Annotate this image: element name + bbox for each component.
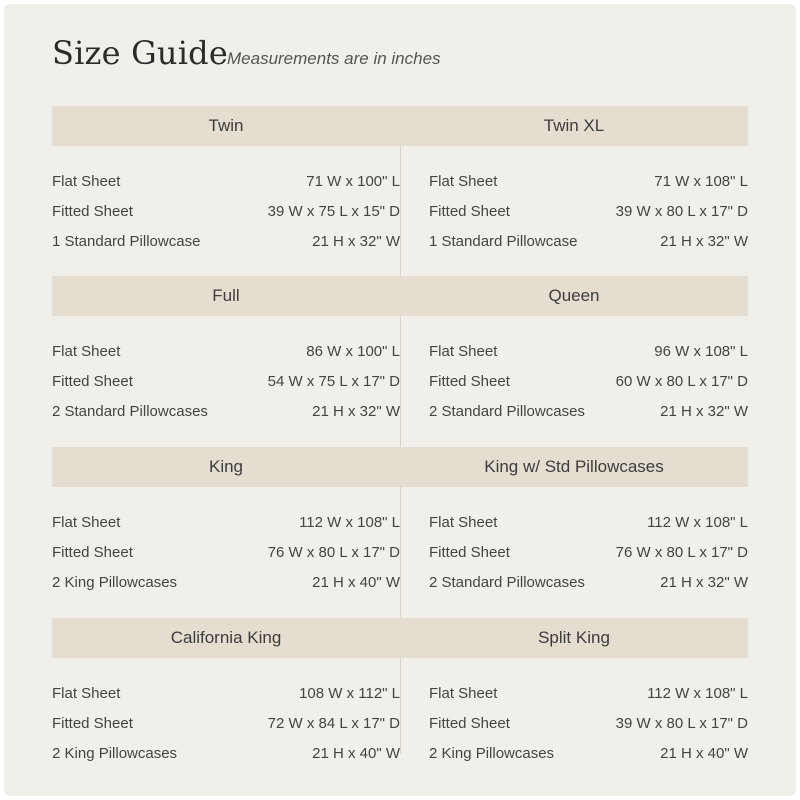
- size-header: California King: [52, 618, 400, 658]
- size-block-twin: [52, 106, 400, 256]
- spec-label: Fitted Sheet: [52, 373, 133, 391]
- spec-value: 112 W x 108" L: [647, 685, 748, 703]
- spec-value: 72 W x 84 L x 17" D: [267, 715, 400, 733]
- spec-label: Fitted Sheet: [52, 544, 133, 562]
- spec-value: 21 H x 32" W: [660, 402, 748, 420]
- size-guide-card: [4, 4, 796, 796]
- spec-row: [52, 337, 400, 367]
- spec-value: 76 W x 80 L x 17" D: [615, 544, 748, 562]
- spec-label: Flat Sheet: [52, 343, 121, 361]
- spec-row: [429, 538, 748, 568]
- spec-row: [52, 226, 400, 256]
- spec-label: 1 Standard Pillowcase: [52, 232, 201, 250]
- spec-label: Flat Sheet: [429, 343, 498, 361]
- size-rows: [400, 167, 748, 256]
- spec-label: Flat Sheet: [429, 173, 498, 191]
- spec-row: [429, 197, 748, 227]
- spec-row: [52, 197, 400, 227]
- size-header: Queen: [400, 276, 748, 316]
- spec-row: [52, 709, 400, 739]
- spec-label: Fitted Sheet: [429, 715, 510, 733]
- spec-label: 1 Standard Pillowcase: [429, 232, 578, 250]
- spec-value: 21 H x 40" W: [660, 744, 748, 762]
- spec-label: Fitted Sheet: [429, 544, 510, 562]
- size-block-california-king: [52, 618, 400, 768]
- spec-row: [52, 508, 400, 538]
- spec-value: 60 W x 80 L x 17" D: [615, 373, 748, 391]
- spec-label: Flat Sheet: [429, 685, 498, 703]
- spec-value: 39 W x 75 L x 15" D: [267, 203, 400, 221]
- size-header: Full: [52, 276, 400, 316]
- size-block-split-king: [400, 618, 748, 768]
- spec-value: 21 H x 40" W: [312, 744, 400, 762]
- spec-row: [429, 679, 748, 709]
- spec-value: 21 H x 32" W: [312, 232, 400, 250]
- spec-row: [429, 337, 748, 367]
- spec-label: Flat Sheet: [52, 514, 121, 532]
- spec-value: 21 H x 40" W: [312, 573, 400, 591]
- size-header: Split King: [400, 618, 748, 658]
- spec-label: 2 Standard Pillowcases: [429, 402, 585, 420]
- spec-row: [52, 679, 400, 709]
- spec-value: 39 W x 80 L x 17" D: [615, 203, 748, 221]
- size-rows: [400, 679, 748, 768]
- spec-row: [429, 396, 748, 426]
- spec-row: [429, 709, 748, 739]
- spec-label: Flat Sheet: [52, 685, 121, 703]
- spec-row: [52, 396, 400, 426]
- spec-row: [52, 367, 400, 397]
- spec-value: 108 W x 112" L: [299, 685, 400, 703]
- spec-label: Fitted Sheet: [429, 373, 510, 391]
- spec-value: 96 W x 108" L: [654, 343, 748, 361]
- size-rows: [52, 508, 400, 597]
- spec-value: 21 H x 32" W: [312, 402, 400, 420]
- spec-value: 112 W x 108" L: [299, 514, 400, 532]
- spec-label: Flat Sheet: [429, 514, 498, 532]
- spec-label: 2 King Pillowcases: [429, 744, 555, 762]
- spec-row: [52, 538, 400, 568]
- spec-value: 112 W x 108" L: [647, 514, 748, 532]
- spec-row: [429, 738, 748, 768]
- page-title: Size Guide: [52, 34, 228, 72]
- size-header: Twin XL: [400, 106, 748, 146]
- spec-label: 2 Standard Pillowcases: [52, 402, 208, 420]
- size-block-full: [52, 276, 400, 426]
- spec-row: [429, 167, 748, 197]
- size-header: King w/ Std Pillowcases: [400, 447, 748, 487]
- spec-row: [429, 367, 748, 397]
- spec-value: 21 H x 32" W: [660, 232, 748, 250]
- spec-label: Fitted Sheet: [52, 715, 133, 733]
- size-rows: [400, 337, 748, 426]
- spec-row: [52, 167, 400, 197]
- spec-value: 21 H x 32" W: [660, 573, 748, 591]
- spec-row: [429, 567, 748, 597]
- spec-value: 86 W x 100" L: [306, 343, 400, 361]
- page-subtitle: Measurements are in inches: [227, 49, 441, 68]
- spec-label: 2 King Pillowcases: [52, 744, 178, 762]
- size-rows: [52, 337, 400, 426]
- size-block-queen: [400, 276, 748, 426]
- size-block-twin-xl: [400, 106, 748, 256]
- spec-label: Flat Sheet: [52, 173, 121, 191]
- spec-value: 39 W x 80 L x 17" D: [615, 715, 748, 733]
- size-header: King: [52, 447, 400, 487]
- spec-label: Fitted Sheet: [429, 203, 510, 221]
- size-header: Twin: [52, 106, 400, 146]
- spec-row: [52, 567, 400, 597]
- size-rows: [400, 508, 748, 597]
- spec-row: [429, 508, 748, 538]
- spec-value: 71 W x 100" L: [306, 173, 400, 191]
- spec-label: 2 Standard Pillowcases: [429, 573, 585, 591]
- size-rows: [52, 167, 400, 256]
- spec-value: 71 W x 108" L: [654, 173, 748, 191]
- spec-row: [429, 226, 748, 256]
- spec-label: 2 King Pillowcases: [52, 573, 178, 591]
- spec-label: Fitted Sheet: [52, 203, 133, 221]
- spec-value: 54 W x 75 L x 17" D: [267, 373, 400, 391]
- size-block-king-std-pillowcases: [400, 447, 748, 597]
- spec-value: 76 W x 80 L x 17" D: [267, 544, 400, 562]
- size-rows: [52, 679, 400, 768]
- spec-row: [52, 738, 400, 768]
- size-block-king: [52, 447, 400, 597]
